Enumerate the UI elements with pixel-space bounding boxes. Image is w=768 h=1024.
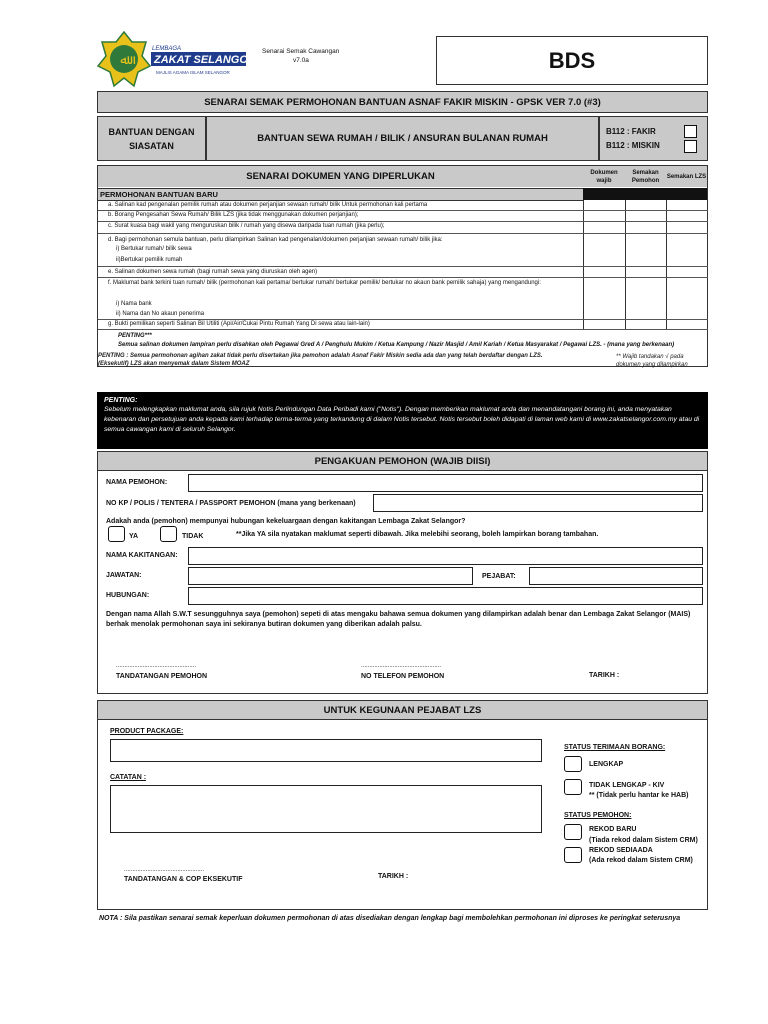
tidak-lengkap-checkbox[interactable] (564, 779, 582, 795)
product-package-field[interactable] (110, 739, 542, 762)
office-field[interactable] (529, 567, 703, 585)
option-miskin-label: B112 : MISKIN (606, 141, 660, 150)
rekod-sediaada-checkbox[interactable] (564, 847, 582, 863)
note-right: ** Wajib tandakan √ pada dokumen yang dilampirkan (616, 354, 688, 368)
title-text: SENARAI SEMAK PERMOHONAN BANTUAN ASNAF FAKIR MISKIN - GPSK VER 7.0 (#3) (204, 96, 601, 108)
col-divider (666, 200, 667, 329)
doc-item-b: b. Borang Pengesahan Sewa Rumah/ Bilik LZS (jika tidak menggunakan dokumen perjanjian); (108, 212, 359, 218)
office-signature-dots: ................................................ (124, 867, 205, 873)
doc-list-heading-text: SENARAI DOKUMEN YANG DIPERLUKAN (246, 171, 435, 182)
footer-note: NOTA : Sila pastikan senarai semak keperluan dokumen permohonan di atas disediakan dengan lengkap bagi membolehkan permohonan ini diproses ke peringkat seterusnya (99, 915, 681, 922)
signature-dots: ................................................ (116, 663, 197, 669)
tidak-lengkap-note: ** (Tidak perlu hantar ke HAB) (589, 792, 689, 799)
tidak-checkbox[interactable] (160, 526, 177, 542)
form-info-line2: v7.0a (293, 57, 309, 64)
penting-label: PENTING*** (118, 333, 152, 339)
relation-label: HUBUNGAN: (106, 592, 150, 599)
relation-question: Adakah anda (pemohon) mempunyai hubungan kekeluargaan dengan kakitangan Lembaga Zakat Selangor? (106, 518, 466, 525)
doc-item-d: d. Bagi permohonan semula bantuan, perlu dilampirkan Salinan kad pengenalan/dokumen perjanjian sewaan rumah/ bilik jika: (108, 237, 443, 243)
lengkap-checkbox[interactable] (564, 756, 582, 772)
row-divider (98, 277, 708, 278)
row-divider (98, 266, 708, 267)
catatan-label: CATATAN : (110, 774, 147, 781)
row-divider (98, 233, 708, 234)
option-fakir-checkbox[interactable] (684, 125, 697, 138)
lengkap-label: LENGKAP (589, 761, 624, 768)
doc-item-f: f. Maklumat bank terkini tuan rumah/ bilik (permohonan kali pertama/ bertukar rumah/ bertukar pemilik/ bertukar no akaun bank pemilik sahaja) yang mengandungi: (108, 280, 541, 286)
form-info-line1: Senarai Semak Cawangan (262, 48, 340, 55)
staff-name-field[interactable] (188, 547, 703, 565)
col-divider (625, 200, 626, 329)
doc-item-c: c. Surat kuasa bagi wakil yang menguruskan bilik / rumah yang disewa daripada tuan rumah (jika perlu); (108, 223, 385, 229)
logo-emblem-icon (98, 32, 150, 86)
office-signature-label: TANDATANGAN & COP EKSEKUTIF (124, 876, 243, 883)
ya-label: YA (129, 533, 139, 540)
position-field[interactable] (188, 567, 473, 585)
logo (96, 30, 248, 88)
rekod-sediaada-label: REKOD SEDIAADA (589, 847, 653, 854)
doc-item-d2: ii)Bertukar pemilik rumah (116, 257, 183, 263)
doc-item-f1: i) Nama bank (116, 301, 152, 307)
logo-tag: MAJLIS AGAMA ISLAM SELANGOR (156, 70, 230, 75)
applicant-heading (98, 452, 707, 471)
section-title: PERMOHONAN BANTUAN BARU (100, 190, 218, 199)
col-dokumen-wajib: Dokumen wajib (583, 166, 626, 187)
applicant-name-field[interactable] (188, 474, 703, 492)
office-date-label: TARIKH : (378, 873, 409, 880)
section-bar (98, 188, 583, 201)
notice-text: Sebelum melengkapkan maklumat anda, sila rujuk Notis Perlindungan Data Peribadi kami ("Notis"). Dengan memberikan maklumat anda dan menandatangani borang ini, anda menyatakan kebenaran dan persetujuan anda kepada kami terhadap terma-terma yang terkandung di dalam Notis tersebut. Notis tersebut boleh didapati di laman web kami di www.zakatselangor.com.my atau di semua cawangan kami di seluruh Selangor. (104, 406, 700, 433)
tidak-lengkap-label: TIDAK LENGKAP - KIV (589, 782, 665, 789)
category-options (599, 116, 708, 161)
category-left (97, 116, 206, 161)
doc-item-g: g. Bukti pemilikan seperti Salinan Bil Utiliti (Api/Air/Cukai Pintu Rumah Yang Di sewa atau lain-lain) (108, 321, 370, 327)
applicant-heading-text: PENGAKUAN PEMOHON (WAJIB DIISI) (314, 455, 491, 467)
section-bar-dark (583, 188, 707, 200)
logo-name: ZAKAT SELANGOR (154, 54, 248, 66)
catatan-field[interactable] (110, 785, 542, 833)
product-label: PRODUCT PACKAGE: (110, 728, 184, 735)
applicant-date-label: TARIKH : (589, 672, 620, 679)
option-fakir-label: B112 : FAKIR (606, 127, 656, 136)
rekod-baru-label: REKOD BARU (589, 826, 637, 833)
relation-note: **Jika YA sila nyatakan maklumat seperti dibawah. Jika melebihi seorang, boleh lampirkan borang tambahan. (236, 531, 599, 538)
tidak-label: TIDAK (182, 533, 204, 540)
status-applicant-label: STATUS PEMOHON: (564, 812, 632, 819)
col-semakan-pemohon: Semakan Pemohon (625, 166, 667, 187)
declaration-text: Dengan nama Allah S.W.T sesungguhnya saya (pemohon) sepeti di atas mengaku bahawa semua dokumen yang dilampirkan adalah benar dan Lembaga Zakat Selangor (MAIS) berhak menolak permohonan saya ini sekiranya butiran dokumen yang diberikan adalah palsu. (106, 611, 691, 628)
privacy-notice (97, 392, 708, 449)
applicant-signature-label: TANDATANGAN PEMOHON (116, 673, 207, 680)
category-left-text: BANTUAN DENGAN SIASATAN (108, 126, 195, 151)
position-label: JAWATAN: (106, 572, 142, 579)
title-bar (97, 91, 708, 113)
rekod-baru-note: (Tiada rekod dalam Sistem CRM) (589, 837, 698, 844)
name-label: NAMA PEMOHON: (106, 479, 168, 486)
penting-text: Semua salinan dokumen lampiran perlu disahkan oleh Pegawai Gred A / Penghulu Mukim / Ketua Kampung / Nazir Masjid / Amil Kariah / Ketua Masyarakat / Pegawai LZS. - (mana yang berkenaan) (118, 342, 675, 348)
form-code (436, 36, 708, 85)
rekod-baru-checkbox[interactable] (564, 824, 582, 840)
doc-item-e: e. Salinan dokumen sewa rumah (bagi rumah sewa yang diuruskan oleh agen) (108, 269, 318, 275)
note-left: PENTING : Semua permohonan agihan zakat tidak perlu disertakan jika pemohon adalah Asnaf Fakir Miskin sedia ada dan yang telah berdaftar dengan LZS. (Eksekutif) LZS akan menyemak dalam Sistem MOAZ (98, 353, 543, 367)
logo-small: LEMBAGA (152, 46, 182, 52)
applicant-phone-label: NO TELEFON PEMOHON (361, 673, 445, 680)
phone-dots: ................................................ (361, 663, 442, 669)
row-divider (98, 329, 708, 330)
doc-list-heading (98, 166, 584, 187)
rekod-sediaada-note: (Ada rekod dalam Sistem CRM) (589, 857, 693, 864)
relation-field[interactable] (188, 587, 703, 605)
doc-item-d1: i) Bertukar rumah/ bilik sewa (116, 246, 192, 252)
office-heading (98, 701, 707, 720)
option-miskin-checkbox[interactable] (684, 140, 697, 153)
office-heading-text: UNTUK KEGUNAAN PEJABAT LZS (323, 704, 482, 716)
svg-text:ﷲ: ﷲ (120, 53, 128, 68)
category-middle-text: BANTUAN SEWA RUMAH / BILIK / ANSURAN BULANAN RUMAH (257, 133, 548, 144)
id-label: NO KP / POLIS / TENTERA / PASSPORT PEMOHON (mana yang berkenaan) (106, 500, 356, 507)
col-semakan-lzs: Semakan LZS (666, 166, 707, 187)
status-form-label: STATUS TERIMAAN BORANG: (564, 744, 666, 751)
applicant-id-field[interactable] (373, 494, 703, 512)
doc-item-a: a. Salinan kad pengenalan pemilik rumah atau dokumen perjanjian sewaan rumah/ bilik Untuk permohonan kali pertama (108, 202, 428, 208)
category-middle (206, 116, 599, 161)
form-code-text: BDS (548, 47, 596, 73)
col-divider (583, 200, 584, 329)
notice-label: PENTING: (104, 397, 138, 404)
office-label: PEJABAT: (482, 573, 516, 580)
ya-checkbox[interactable] (108, 526, 125, 542)
staff-name-label: NAMA KAKITANGAN: (106, 552, 178, 559)
doc-item-f2: ii) Nama dan No akaun penerima (116, 311, 205, 317)
